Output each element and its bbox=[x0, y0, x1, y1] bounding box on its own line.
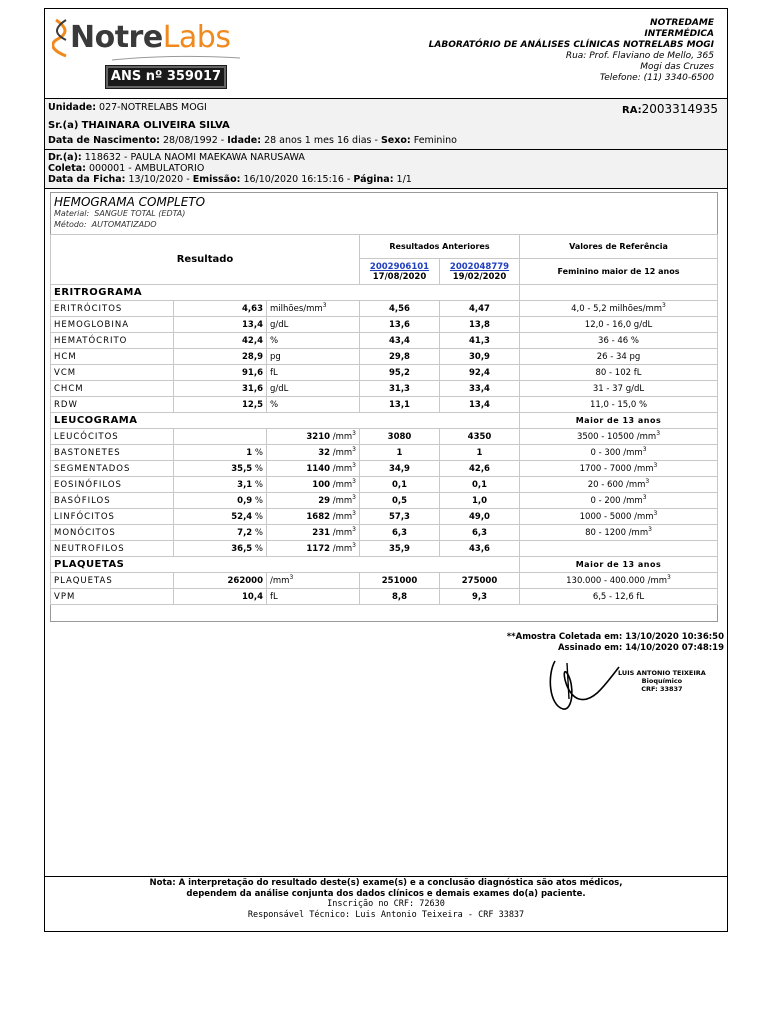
analyte-cell bbox=[51, 509, 174, 525]
result-value: 10,4 bbox=[242, 591, 263, 602]
pct-cell: 3,1 % bbox=[174, 477, 267, 493]
ref-cell bbox=[520, 349, 718, 365]
prev2-value: 92,4 bbox=[469, 367, 490, 378]
value-cell bbox=[174, 317, 267, 333]
prev2-value: 43,6 bbox=[469, 543, 490, 554]
prev2-value: 13,4 bbox=[469, 399, 490, 410]
dob-line: Data de Nascimento: 28/08/1992 - Idade: 28 anos 1 mes 16 dias - Sexo: Feminino bbox=[48, 135, 457, 146]
analyte-name: EOSINÓFILOS bbox=[54, 479, 122, 490]
table-row bbox=[51, 349, 718, 365]
prev2-value: 49,0 bbox=[469, 511, 490, 522]
result-unit: % bbox=[270, 335, 279, 346]
ref-cell bbox=[520, 317, 718, 333]
prev2-cell bbox=[440, 349, 520, 365]
table-row bbox=[51, 317, 718, 333]
footer-note-2: dependem da análise conjunta dos dados clínicos e demais exames do(a) paciente. bbox=[186, 888, 586, 899]
unit-cell bbox=[267, 589, 360, 605]
prev1-value: 29,8 bbox=[389, 351, 410, 362]
prev1-cell bbox=[360, 541, 440, 557]
analyte-cell bbox=[51, 573, 174, 589]
footer-responsavel: Responsável Técnico: Luis Antonio Teixeira - CRF 33837 bbox=[247, 909, 525, 920]
abs-cell: 1682 $/mm^3$ bbox=[267, 509, 360, 525]
section-ref-cell bbox=[520, 413, 718, 429]
result-value: 12,5 bbox=[242, 399, 263, 410]
pct-cell bbox=[174, 429, 267, 445]
ans-badge: ANS nº 359017 bbox=[106, 66, 226, 88]
value-cell bbox=[174, 397, 267, 413]
analyte-name: BASÓFILOS bbox=[54, 495, 111, 506]
analyte-cell bbox=[51, 541, 174, 557]
prev1-cell bbox=[360, 381, 440, 397]
prev2-value: 0,1 bbox=[471, 479, 488, 490]
section-ref: Maior de 13 anos bbox=[575, 416, 662, 425]
table-row bbox=[51, 381, 718, 397]
col-referencia: Valores de Referência bbox=[520, 235, 718, 259]
prev1-value: 31,3 bbox=[389, 383, 410, 394]
prev2-value: 41,3 bbox=[469, 335, 490, 346]
prev2-cell bbox=[440, 461, 520, 477]
analyte-cell bbox=[51, 429, 174, 445]
col-resultado: Resultado bbox=[51, 235, 360, 285]
prev1-value: 35,9 bbox=[389, 543, 410, 554]
analyte-cell bbox=[51, 333, 174, 349]
prev1-cell bbox=[360, 573, 440, 589]
abs-cell: 29 $/mm^3$ bbox=[267, 493, 360, 509]
signer-name: LUIS ANTONIO TEIXEIRA bbox=[618, 669, 706, 677]
table-row bbox=[51, 429, 718, 445]
signature-times bbox=[507, 632, 724, 654]
footer bbox=[45, 878, 727, 920]
ref-cell bbox=[520, 589, 718, 605]
analyte-name: HEMOGLOBINA bbox=[54, 319, 130, 330]
prev1-cell bbox=[360, 461, 440, 477]
analyte-cell bbox=[51, 477, 174, 493]
lab-name-2: INTERMÉDICA bbox=[644, 29, 714, 39]
logo-underline-icon bbox=[112, 54, 242, 62]
dna-logo-icon bbox=[52, 18, 72, 58]
divider bbox=[45, 876, 727, 877]
table-row bbox=[51, 509, 718, 525]
prev2-value: 13,8 bbox=[469, 319, 490, 330]
abs-cell: 1140 $/mm^3$ bbox=[267, 461, 360, 477]
results-table bbox=[50, 234, 718, 605]
prev1-cell bbox=[360, 589, 440, 605]
prev2-value: 4,47 bbox=[469, 303, 490, 314]
prev1-cell bbox=[360, 493, 440, 509]
unit-cell bbox=[267, 317, 360, 333]
prev1-value: 4,56 bbox=[389, 303, 410, 314]
pct-cell: 1 % bbox=[174, 445, 267, 461]
analyte-cell bbox=[51, 461, 174, 477]
prev1-value: 3080 bbox=[387, 431, 412, 442]
prev2-cell bbox=[440, 445, 520, 461]
prev2-cell bbox=[440, 493, 520, 509]
prev2-header: 2002048779 19/02/2020 bbox=[440, 259, 520, 285]
analyte-name: LINFÓCITOS bbox=[54, 511, 115, 522]
prev2-value: 9,3 bbox=[471, 591, 488, 602]
analyte-name: ERITRÓCITOS bbox=[54, 303, 123, 314]
prev1-cell bbox=[360, 317, 440, 333]
section-title: LEUCOGRAMA bbox=[54, 415, 138, 426]
prev1-cell bbox=[360, 525, 440, 541]
pct-cell: 52,4 % bbox=[174, 509, 267, 525]
exam-material: Material: SANGUE TOTAL (EDTA) bbox=[54, 209, 186, 218]
result-value: 13,4 bbox=[242, 319, 263, 330]
plaquetas-section bbox=[51, 557, 718, 573]
prev1-value: 43,4 bbox=[389, 335, 410, 346]
footer-note-1: Nota: A interpretação do resultado deste(s) exame(s) e a conclusão diagnóstica são atos médicos, bbox=[149, 878, 623, 888]
prev2-link[interactable]: 2002048779 bbox=[449, 261, 510, 272]
ref-cell: 0 - 200 $/mm^3$ bbox=[520, 493, 718, 509]
analyte-name: CHCM bbox=[54, 383, 84, 394]
section-title-cell bbox=[51, 285, 520, 301]
table-row bbox=[51, 301, 718, 317]
ref-value: 26 - 34 pg bbox=[596, 351, 641, 362]
result-value: 31,6 bbox=[242, 383, 263, 394]
signer-crf: CRF: 33837 bbox=[641, 685, 683, 693]
analyte-cell bbox=[51, 445, 174, 461]
prev1-value: 1 bbox=[396, 447, 403, 458]
prev2-value: 1 bbox=[476, 447, 483, 458]
ref-cell bbox=[520, 397, 718, 413]
prev2-value: 1,0 bbox=[471, 495, 488, 506]
pct-cell: 7,2 % bbox=[174, 525, 267, 541]
unit-cell bbox=[267, 333, 360, 349]
prev2-cell bbox=[440, 509, 520, 525]
ref-cell: 0 - 300 $/mm^3$ bbox=[520, 445, 718, 461]
prev1-value: 8,8 bbox=[391, 591, 408, 602]
lab-info bbox=[429, 18, 714, 84]
prev2-cell bbox=[440, 381, 520, 397]
ref-value: 20 - 600 /mm bbox=[587, 479, 646, 490]
unit-cell: milhões/$mm^3$ bbox=[267, 301, 360, 317]
ref-value: 0 - 300 /mm bbox=[590, 447, 643, 458]
analyte-name: VCM bbox=[54, 367, 77, 378]
prev1-cell bbox=[360, 445, 440, 461]
value-cell bbox=[174, 349, 267, 365]
leucograma-section bbox=[51, 413, 718, 429]
section-title-cell bbox=[51, 413, 520, 429]
ref-cell bbox=[520, 381, 718, 397]
prev2-value: 42,6 bbox=[469, 463, 490, 474]
signature-icon bbox=[545, 655, 625, 715]
result-unit: g/dL bbox=[270, 383, 289, 394]
ref-value: 0 - 200 /mm bbox=[590, 495, 643, 506]
result-unit: g/dL bbox=[270, 319, 289, 330]
table-row bbox=[51, 461, 718, 477]
analyte-name: MONÓCITOS bbox=[54, 527, 116, 538]
ref-value: 4,0 - 5,2 milhões/mm bbox=[571, 303, 663, 314]
ref-value: 31 - 37 g/dL bbox=[592, 383, 645, 394]
analyte-cell bbox=[51, 525, 174, 541]
table-row bbox=[51, 477, 718, 493]
result-value: 262000 bbox=[227, 575, 263, 586]
section-ref: Maior de 13 anos bbox=[575, 560, 662, 569]
result-unit: % bbox=[270, 399, 279, 410]
prev1-value: 0,5 bbox=[391, 495, 408, 506]
prev1-value: 6,3 bbox=[391, 527, 408, 538]
prev1-value: 251000 bbox=[381, 575, 418, 586]
result-unit: pg bbox=[270, 351, 281, 362]
ref-group: Feminino maior de 12 anos bbox=[520, 259, 718, 285]
analyte-cell bbox=[51, 493, 174, 509]
ref-value: 1700 - 7000 /mm bbox=[579, 463, 654, 474]
table-row bbox=[51, 589, 718, 605]
ref-cell: 3500 - 10500 $/mm^3$ bbox=[520, 429, 718, 445]
analyte-cell bbox=[51, 397, 174, 413]
result-value: 28,9 bbox=[242, 351, 263, 362]
result-value: 42,4 bbox=[242, 335, 263, 346]
analyte-cell bbox=[51, 589, 174, 605]
section-title-cell bbox=[51, 557, 520, 573]
analyte-name: RDW bbox=[54, 399, 78, 410]
section-ref-cell bbox=[520, 557, 718, 573]
result-unit: fL bbox=[270, 367, 278, 378]
analyte-cell bbox=[51, 349, 174, 365]
analyte-name: HCM bbox=[54, 351, 77, 362]
analyte-name: NEUTROFILOS bbox=[54, 543, 125, 554]
table-row bbox=[51, 493, 718, 509]
col-anteriores: Resultados Anteriores bbox=[360, 235, 520, 259]
prev1-cell bbox=[360, 333, 440, 349]
analyte-name: LEUCÓCITOS bbox=[54, 431, 119, 442]
prev2-value: 4350 bbox=[467, 431, 492, 442]
pct-cell: 36,5 % bbox=[174, 541, 267, 557]
abs-cell: 32 $/mm^3$ bbox=[267, 445, 360, 461]
ref-cell bbox=[520, 541, 718, 557]
ref-cell: 130.000 - 400.000 $/mm^3$ bbox=[520, 573, 718, 589]
analyte-cell bbox=[51, 381, 174, 397]
exam-method: Método: AUTOMATIZADO bbox=[54, 220, 157, 229]
table-row bbox=[51, 541, 718, 557]
prev1-header: 2002906101 17/08/2020 bbox=[360, 259, 440, 285]
prev1-link[interactable]: 2002906101 bbox=[369, 261, 430, 272]
prev1-cell bbox=[360, 397, 440, 413]
prev1-value: 0,1 bbox=[391, 479, 408, 490]
result-unit: /mm bbox=[270, 575, 290, 586]
unit-cell bbox=[267, 381, 360, 397]
prev2-cell bbox=[440, 589, 520, 605]
footer-inscricao: Inscrição no CRF: 72630 bbox=[327, 899, 445, 909]
section-title: PLAQUETAS bbox=[54, 559, 125, 570]
prev1-value: 13,1 bbox=[389, 399, 410, 410]
analyte-name: SEGMENTADOS bbox=[54, 463, 131, 474]
analyte-name: HEMATÓCRITO bbox=[54, 335, 128, 346]
prev2-cell bbox=[440, 525, 520, 541]
analyte-name: BASTONETES bbox=[54, 447, 121, 458]
prev1-cell bbox=[360, 301, 440, 317]
value-cell bbox=[174, 301, 267, 317]
ref-cell: 20 - 600 $/mm^3$ bbox=[520, 477, 718, 493]
prev2-value: 275000 bbox=[461, 575, 498, 586]
value-cell bbox=[174, 589, 267, 605]
analyte-cell bbox=[51, 301, 174, 317]
abs-cell: 1172 $/mm^3$ bbox=[267, 541, 360, 557]
analyte-cell bbox=[51, 365, 174, 381]
exam-title: HEMOGRAMA COMPLETO bbox=[54, 195, 206, 209]
ref-cell: 80 - 1200 $/mm^3$ bbox=[520, 525, 718, 541]
prev1-cell bbox=[360, 509, 440, 525]
assinado-time: Assinado em: 14/10/2020 07:48:19 bbox=[557, 643, 724, 653]
result-value: 4,63 bbox=[242, 303, 263, 314]
result-unit: milhões/mm bbox=[270, 303, 323, 314]
ref-value: 80 - 102 fL bbox=[595, 367, 642, 378]
prev2-cell bbox=[440, 429, 520, 445]
unidade-line: Unidade: 027-NOTRELABS MOGI bbox=[48, 102, 207, 113]
prev2-cell bbox=[440, 477, 520, 493]
ref-value: 6,5 - 12,6 fL bbox=[592, 591, 645, 602]
value-cell bbox=[174, 365, 267, 381]
doctor-line: Dr.(a): 118632 - PAULA NAOMI MAEKAWA NARUSAWA bbox=[48, 152, 305, 163]
prev2-cell bbox=[440, 333, 520, 349]
prev1-cell bbox=[360, 429, 440, 445]
unit-cell bbox=[267, 365, 360, 381]
table-row bbox=[51, 365, 718, 381]
abs-cell: 231 $/mm^3$ bbox=[267, 525, 360, 541]
coleta-time: **Amostra Coletada em: 13/10/2020 10:36:50 bbox=[506, 632, 724, 642]
pct-cell: 0,9 % bbox=[174, 493, 267, 509]
analyte-name: PLAQUETAS bbox=[54, 575, 113, 586]
prev2-cell bbox=[440, 573, 520, 589]
prev1-cell bbox=[360, 477, 440, 493]
ref-value: 12,0 - 16,0 g/dL bbox=[584, 319, 653, 330]
abs-cell: 100 $/mm^3$ bbox=[267, 477, 360, 493]
result-value: 91,6 bbox=[242, 367, 263, 378]
divider bbox=[45, 188, 727, 189]
prev1-value: 13,6 bbox=[389, 319, 410, 330]
result-unit: fL bbox=[270, 591, 278, 602]
value-cell bbox=[174, 381, 267, 397]
ref-cell: 4,0 - 5,2 milhões/$mm^3$ bbox=[520, 301, 718, 317]
ref-cell: 1700 - 7000 $/mm^3$ bbox=[520, 461, 718, 477]
prev2-cell bbox=[440, 365, 520, 381]
notrelabs-logo bbox=[52, 18, 242, 62]
ref-value: 36 - 46 % bbox=[598, 335, 639, 346]
prev2-value: 33,4 bbox=[469, 383, 490, 394]
table-row bbox=[51, 525, 718, 541]
eritrograma-section bbox=[51, 285, 718, 301]
pct-cell: 35,5 % bbox=[174, 461, 267, 477]
prev2-value: 6,3 bbox=[471, 527, 488, 538]
value-cell bbox=[174, 573, 267, 589]
prev2-cell bbox=[440, 301, 520, 317]
signer-block bbox=[618, 669, 706, 693]
ra-number: RA:2003314935 bbox=[622, 102, 718, 116]
ref-value: 3500 - 10500 /mm bbox=[576, 431, 657, 442]
table-row bbox=[51, 445, 718, 461]
ficha-line: Data da Ficha: 13/10/2020 - Emissão: 16/10/2020 16:15:16 - Página: 1/1 bbox=[48, 174, 412, 185]
prev2-cell bbox=[440, 541, 520, 557]
lab-address-2: Mogi das Cruzes bbox=[640, 62, 714, 72]
prev2-cell bbox=[440, 397, 520, 413]
lab-name-3: LABORATÓRIO DE ANÁLISES CLÍNICAS NOTRELABS MOGI bbox=[428, 40, 714, 50]
ref-cell bbox=[520, 365, 718, 381]
section-title: ERITROGRAMA bbox=[54, 287, 143, 298]
ref-cell bbox=[520, 333, 718, 349]
unit-cell bbox=[267, 349, 360, 365]
ref-value: 130.000 - 400.000 /mm bbox=[566, 575, 668, 586]
ref-value: 11,0 - 15,0 % bbox=[589, 399, 648, 410]
ref-value: 1000 - 5000 /mm bbox=[579, 511, 654, 522]
section-ref-cell bbox=[520, 285, 718, 301]
coleta-line: Coleta: 000001 - AMBULATORIO bbox=[48, 163, 205, 174]
prev2-value: 30,9 bbox=[469, 351, 490, 362]
prev2-cell bbox=[440, 317, 520, 333]
lab-address-1: Rua: Prof. Flaviano de Mello, 365 bbox=[565, 51, 714, 61]
divider bbox=[45, 149, 727, 150]
table-header-row bbox=[51, 235, 718, 259]
table-row bbox=[51, 397, 718, 413]
ref-value: 80 - 1200 /mm bbox=[585, 527, 649, 538]
unit-cell: $/mm^3$ bbox=[267, 573, 360, 589]
prev1-cell bbox=[360, 349, 440, 365]
abs-cell: 3210 $/mm^3$ bbox=[267, 429, 360, 445]
ref-cell: 1000 - 5000 $/mm^3$ bbox=[520, 509, 718, 525]
logo-wordmark: NotreLabs bbox=[70, 20, 231, 55]
signer-role: Bioquímico bbox=[641, 677, 683, 685]
patient-name-line: Sr.(a) THAINARA OLIVEIRA SILVA bbox=[48, 120, 230, 131]
prev1-value: 57,3 bbox=[389, 511, 410, 522]
unit-cell bbox=[267, 397, 360, 413]
prev1-cell bbox=[360, 365, 440, 381]
lab-phone: Telefone: (11) 3340-6500 bbox=[599, 73, 714, 83]
analyte-cell bbox=[51, 317, 174, 333]
prev1-value: 95,2 bbox=[389, 367, 410, 378]
lab-name-1: NOTREDAME bbox=[650, 18, 714, 28]
value-cell bbox=[174, 333, 267, 349]
table-row bbox=[51, 573, 718, 589]
prev1-value: 34,9 bbox=[389, 463, 410, 474]
table-row bbox=[51, 333, 718, 349]
analyte-name: VPM bbox=[54, 591, 76, 602]
